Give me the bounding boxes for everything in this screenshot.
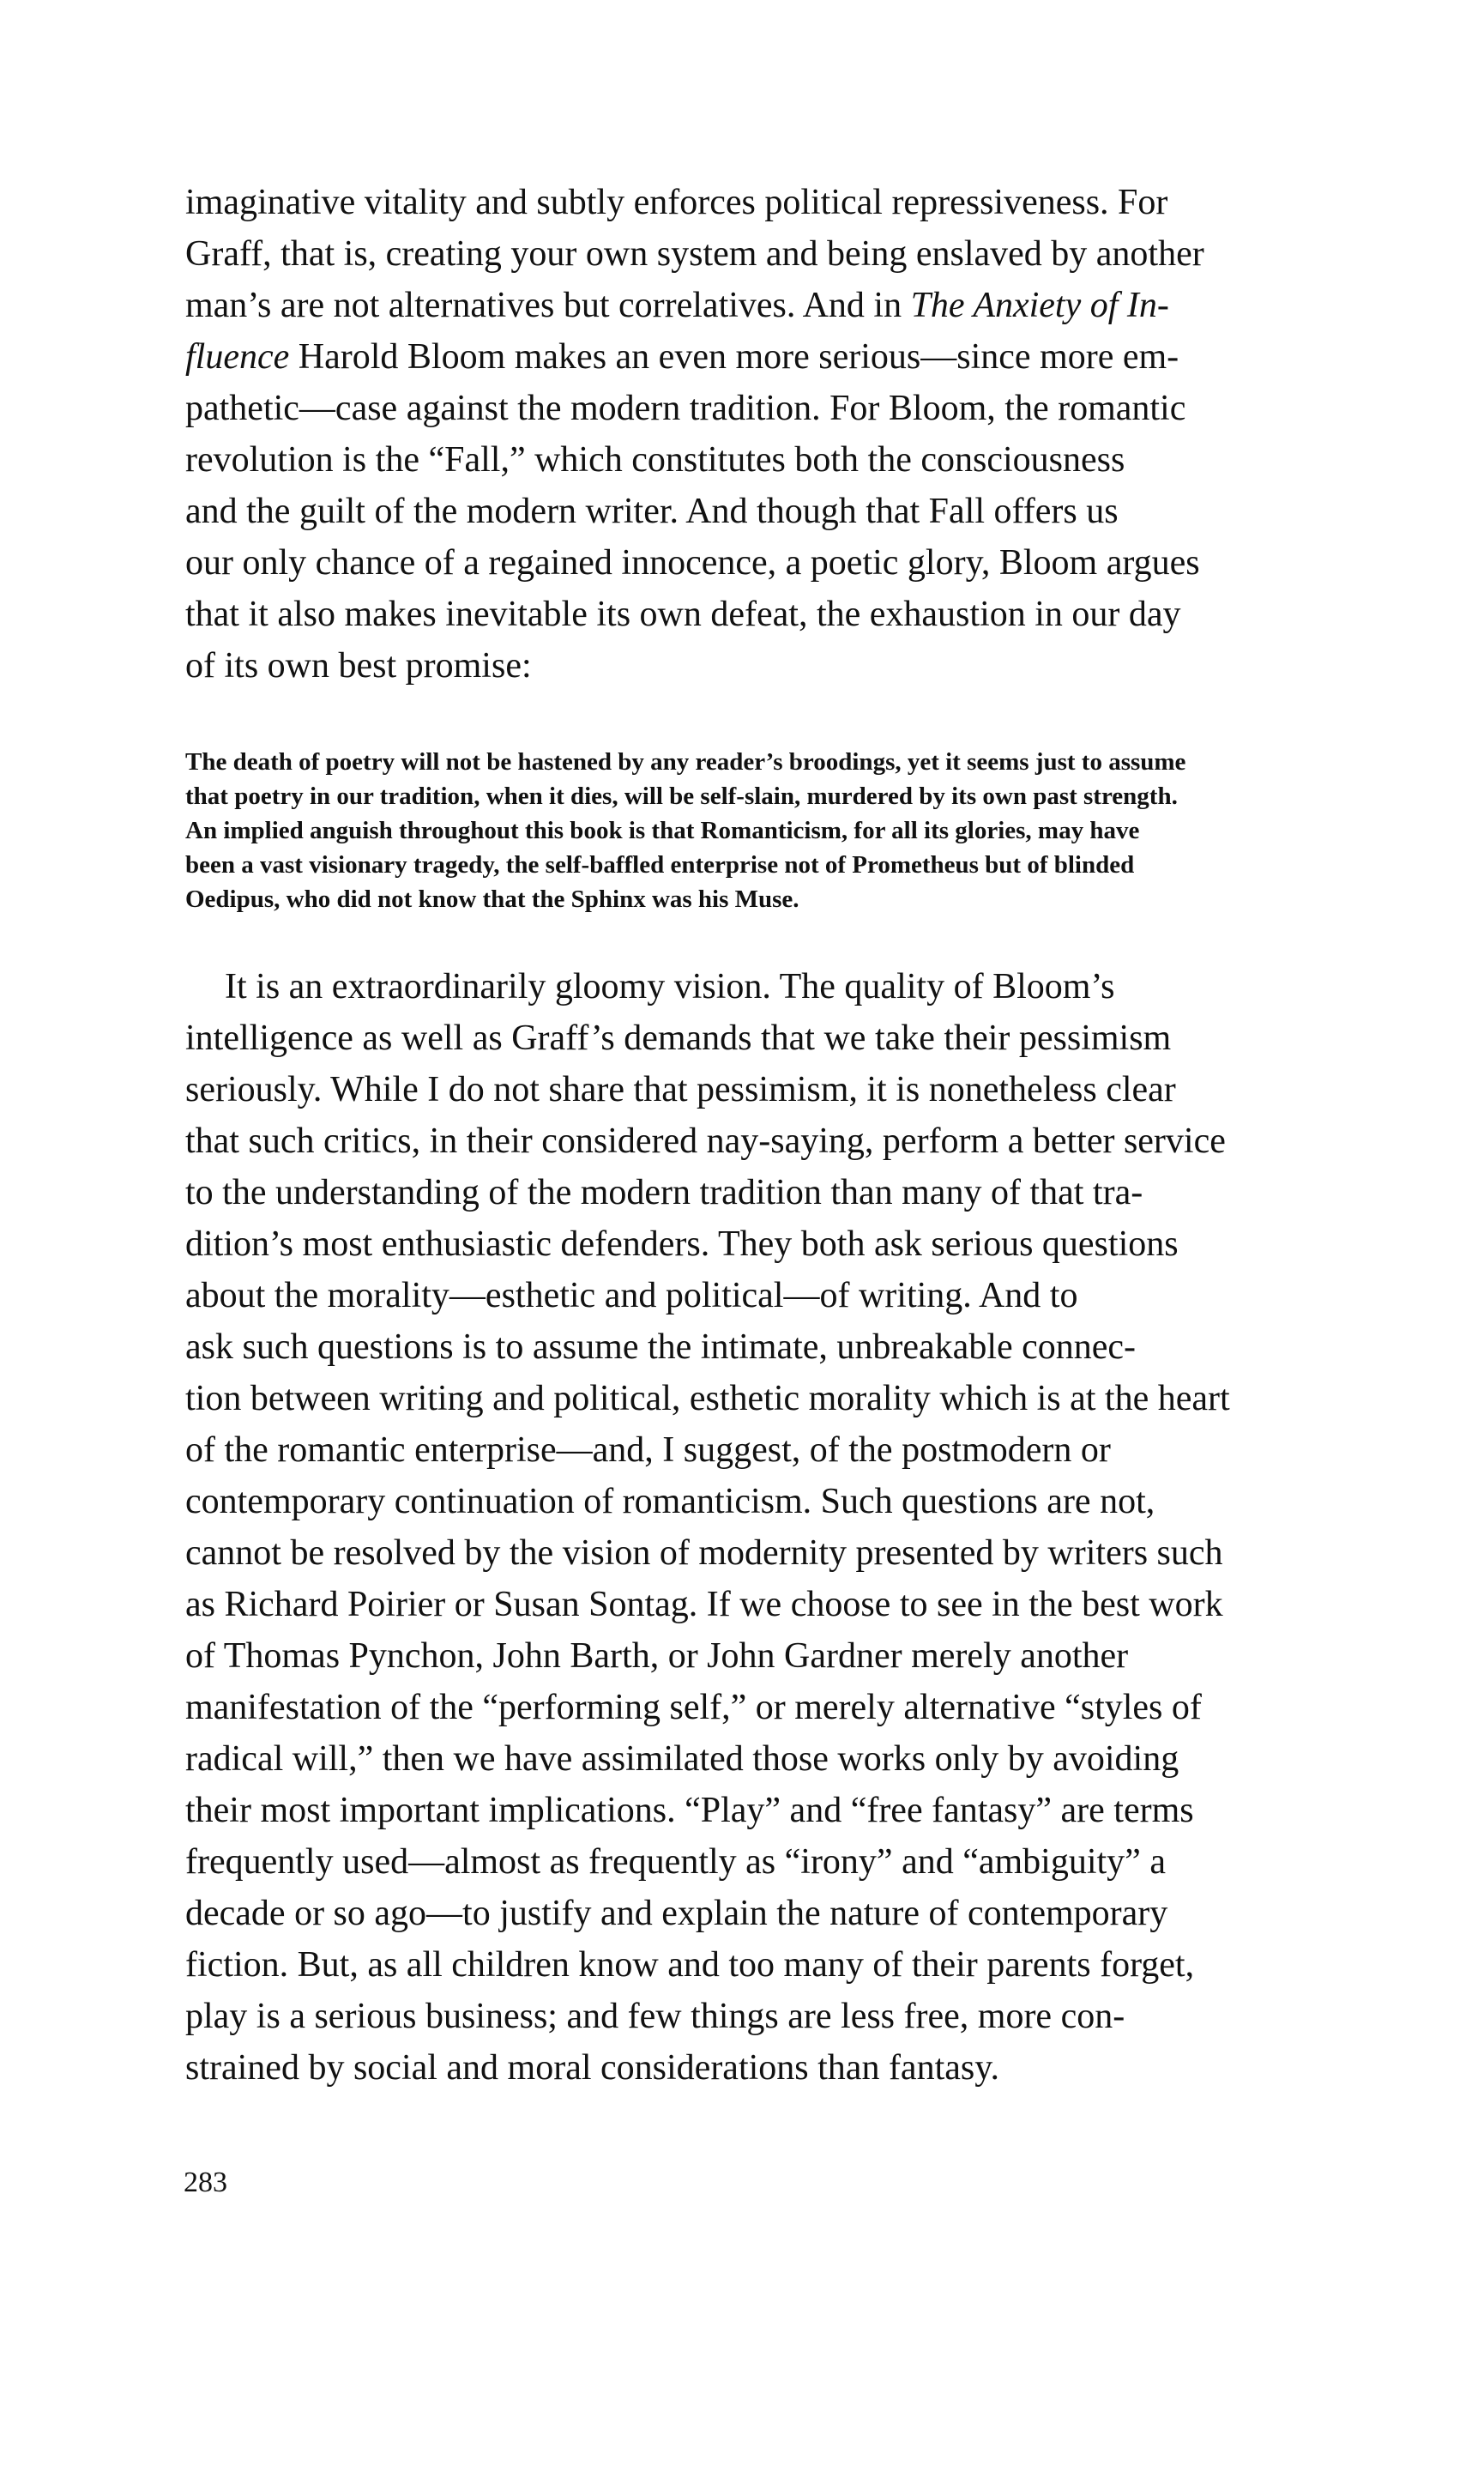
paragraph-line: that such critics, in their considered nay-saying, perform a better service [185, 1121, 1226, 1161]
paragraph-line: strained by social and moral considerations than fantasy. [185, 2048, 999, 2088]
paragraph-line: decade or so ago—to justify and explain the nature of contemporary [185, 1894, 1168, 1933]
paragraph-line: radical will,” then we have assimilated those works only by avoiding [185, 1739, 1179, 1779]
paragraph-line: manifestation of the “performing self,” or merely alternative “styles of [185, 1688, 1202, 1727]
paragraph-line: ask such questions is to assume the intimate, unbreakable connec- [185, 1327, 1137, 1367]
paragraph-line: their most important implications. “Play” and “free fantasy” are terms [185, 1791, 1194, 1830]
paragraph-line: of Thomas Pynchon, John Barth, or John Gardner merely another [185, 1636, 1129, 1676]
paragraph-line [185, 331, 1179, 383]
paragraph-text: man’s are not alternatives but correlatives. And in [185, 286, 911, 325]
book-title-continuation: fluence [185, 337, 290, 377]
paragraph-line: of the romantic enterprise—and, I suggest, of the postmodern or [185, 1430, 1111, 1470]
paragraph-line: as Richard Poirier or Susan Sontag. If we choose to see in the best work [185, 1585, 1223, 1624]
paragraph-line: to the understanding of the modern tradition than many of that tra- [185, 1173, 1143, 1212]
paragraph-line: Graff, that is, creating your own system and being enslaved by another [185, 234, 1204, 274]
paragraph-line: and the guilt of the modern writer. And though that Fall offers us [185, 492, 1119, 531]
paragraph-line: frequently used—almost as frequently as “irony” and “ambiguity” a [185, 1842, 1166, 1882]
paragraph-line: It is an extraordinarily gloomy vision. The quality of Bloom’s [225, 967, 1115, 1006]
paragraph-line: seriously. While I do not share that pessimism, it is nonetheless clear [185, 1070, 1176, 1109]
paragraph-line: fiction. But, as all children know and too many of their parents forget, [185, 1945, 1195, 1985]
paragraph-line: revolution is the “Fall,” which constitutes both the consciousness [185, 440, 1125, 480]
paragraph-line: imaginative vitality and subtly enforces political repressiveness. For [185, 183, 1168, 222]
paragraph-line: contemporary continuation of romanticism. Such questions are not, [185, 1482, 1155, 1521]
book-title: The Anxiety of In- [910, 286, 1169, 325]
paragraph-line: of its own best promise: [185, 646, 532, 686]
paragraph-text: Harold Bloom makes an even more serious—since more em- [289, 337, 1179, 377]
paragraph-line: tion between writing and political, esthetic morality which is at the heart [185, 1379, 1230, 1418]
block-quote-line: Oedipus, who did not know that the Sphinx was his Muse. [185, 885, 799, 913]
block-quote-line: that poetry in our tradition, when it dies, will be self-slain, murdered by its own past strength. [185, 783, 1178, 810]
block-quote-line: An implied anguish throughout this book is that Romanticism, for all its glories, may have [185, 817, 1140, 844]
paragraph-line: play is a serious business; and few things are less free, more con- [185, 1997, 1125, 2036]
paragraph-line: about the morality—esthetic and political—of writing. And to [185, 1276, 1078, 1315]
block-quote-line: been a vast visionary tragedy, the self-baffled enterprise not of Prometheus but of blinded [185, 851, 1135, 879]
block-quote-line: The death of poetry will not be hastened by any reader’s broodings, yet it seems just to assume [185, 748, 1186, 776]
paragraph-line: our only chance of a regained innocence, a poetic glory, Bloom argues [185, 543, 1200, 583]
paragraph-line: dition’s most enthusiastic defenders. They both ask serious questions [185, 1224, 1179, 1264]
paragraph-line: intelligence as well as Graff’s demands that we take their pessimism [185, 1018, 1172, 1058]
paragraph-line: pathetic—case against the modern tradition. For Bloom, the romantic [185, 389, 1186, 428]
paragraph-line [185, 280, 1169, 331]
page-number: 283 [184, 2167, 227, 2198]
paragraph-line: cannot be resolved by the vision of modernity presented by writers such [185, 1533, 1223, 1573]
paragraph-line: that it also makes inevitable its own defeat, the exhaustion in our day [185, 595, 1181, 634]
